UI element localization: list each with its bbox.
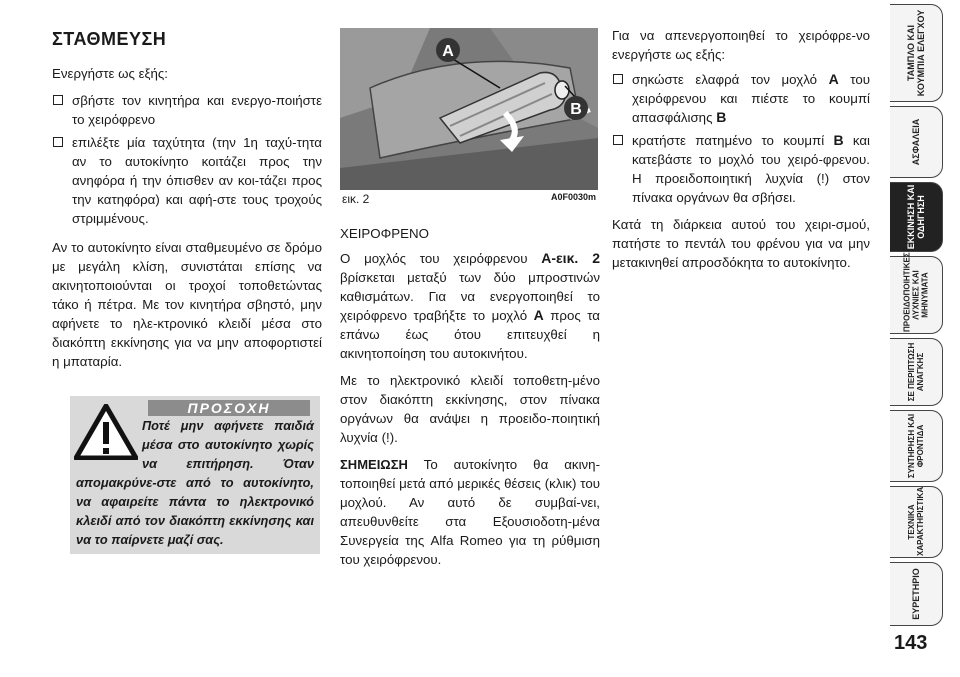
handbrake-heading: ΧΕΙΡΟΦΡΕΝΟ bbox=[340, 226, 429, 241]
left-paragraph: Αν το αυτοκίνητο είναι σταθμευμένο σε δρόμο με μεγάλη κλίση, συνιστάται επίσης να ακινητοποιούνται οι τροχοί τοποθετώντας τάκο ή πέτρα. Με τον κινητήρα σβηστό, μην αφήνετε το ηλε-κτρονικό κλειδί μέσα στο διακόπτη εκκίνησης για να μην αποφορτιστεί η μπαταρία. bbox=[52, 240, 322, 369]
right-bullet-1: σηκώστε ελαφρά τον μοχλό A του χειρόφρενου και πιέστε το κουμπί απασφάλισης B bbox=[612, 70, 870, 127]
left-column bbox=[52, 64, 322, 371]
mid-paragraph-note: ΣΗΜΕΙΩΣΗ Το αυτοκίνητο θα ακινη-τοποιηθεί μετά από μερικές θέσεις (κλικ) του μοχλού. Αν αυτό δε συμβαί-νει, απευθυνθείτε στα Εξουσιοδοτη-μένα Συνεργεία της Alfa Romeo για τη ρύθμιση του χειρόφρενου. bbox=[340, 457, 600, 567]
checkbox-bullet-icon bbox=[53, 137, 63, 147]
left-bullet-2: επιλέξτε μία ταχύτητα (την 1η ταχύ-τητα αν το αυτοκίνητο κοιτάζει προς την ανηφόρα ή την όπισθεν αν κοι-τάζει προς την κατηφόρα) και αφή-στε τους τροχούς στριμμένους. bbox=[52, 133, 322, 228]
figure-code: A0F0030m bbox=[550, 192, 596, 202]
left-bullet-1: σβήστε τον κινητήρα και ενεργο-ποιήστε το χειρόφρενο bbox=[52, 91, 322, 129]
right-intro: Για να απενεργοποιηθεί το χειρόφρε-νο ενεργήστε ως εξής: bbox=[612, 28, 870, 62]
figure-label-a: A bbox=[442, 43, 454, 60]
tab-warning-lights[interactable]: ΠΡΟΕΙΔΟΠΟΙΗΤΙΚΕΣ ΛΥΧΝΙΕΣ ΚΑΙ ΜΗΝΥΜΑΤΑ bbox=[890, 256, 943, 334]
handbrake-illustration bbox=[340, 28, 598, 208]
middle-column bbox=[340, 224, 600, 569]
mid-paragraph-2: Με το ηλεκτρονικό κλειδί τοποθετη-μένο στον διακόπτη εκκίνησης, στον πίνακα οργάνων θα ανάψει η προειδο-ποιητική λυχνία (!). bbox=[340, 373, 600, 445]
right-bullet-2: κρατήστε πατημένο το κουμπί B και κατεβάστε το μοχλό του χειρό-φρενου. Η προειδοποιητική λυχνία (!) στον πίνακα οργάνων θα σβήσει. bbox=[612, 131, 870, 207]
mid-paragraph-1: Ο μοχλός του χειρόφρενου A-εικ. 2 βρίσκεται μεταξύ των δύο μπροστινών καθισμάτων. Για να ενεργοποιηθεί το χειρόφρενο τραβήξτε το μοχλό A προς τα επάνω έως ότου επιτευχθεί η ακινητοποίηση του αυτοκινήτου. bbox=[340, 250, 601, 361]
chapter-tabs bbox=[890, 0, 960, 677]
warning-text: Ποτέ μην αφήνετε παιδιά μέσα στο αυτοκίνητο χωρίς να επιτήρηση. Όταν απομακρύνε-στε από το αυτοκίνητο, να αφαιρείτε πάντα το ηλεκτρονικό κλειδί από τον διακόπτη εκκίνησης και να το παίρνετε μαζί σας. bbox=[76, 418, 314, 547]
tab-technical-specs[interactable]: ΤΕΧΝΙΚΑ ΧΑΡΑΚΤΗΡΙΣΤΙΚΑ bbox=[890, 486, 943, 558]
checkbox-bullet-icon bbox=[53, 95, 63, 105]
checkbox-bullet-icon bbox=[613, 74, 623, 84]
tab-maintenance[interactable]: ΣΥΝΤΗΡΗΣΗ ΚΑΙ ΦΡΟΝΤΙΔΑ bbox=[890, 410, 943, 482]
handbrake-figure bbox=[340, 28, 598, 208]
checkbox-bullet-icon bbox=[613, 135, 623, 145]
figure-caption: εικ. 2 bbox=[342, 192, 370, 206]
figure-caption-bar bbox=[340, 190, 598, 208]
tab-starting-driving[interactable]: ΕΚΚΙΝΗΣΗ ΚΑΙ ΟΔΗΓΗΣΗ bbox=[890, 182, 943, 252]
right-column bbox=[612, 26, 870, 272]
tab-index[interactable]: ΕΥΡΕΤΗΡΙΟ bbox=[890, 562, 943, 626]
warning-heading: ΠΡΟΣΟΧΗ bbox=[148, 400, 310, 416]
warning-box bbox=[70, 396, 320, 554]
figure-label-b: B bbox=[570, 101, 582, 118]
page-number: 143 bbox=[894, 632, 928, 654]
tab-emergency[interactable]: ΣΕ ΠΕΡΙΠΤΩΣΗ ΑΝΑΓΚΗΣ bbox=[890, 338, 943, 406]
left-intro: Ενεργήστε ως εξής: bbox=[52, 66, 168, 81]
tab-safety[interactable]: ΑΣΦΑΛΕΙΑ bbox=[890, 106, 943, 178]
tab-dashboard[interactable]: ΤΑΜΠΛΟ ΚΑΙ ΚΟΥΜΠΙΑ ΕΛΕΓΧΟΥ bbox=[890, 4, 943, 102]
page-title: ΣΤΑΘΜΕΥΣΗ bbox=[52, 29, 167, 49]
right-paragraph: Κατά τη διάρκεια αυτού του χειρι-σμού, πατήστε το πεντάλ του φρένου για να μην μετακινηθεί απροσδόκητα το αυτοκίνητο. bbox=[612, 217, 870, 270]
